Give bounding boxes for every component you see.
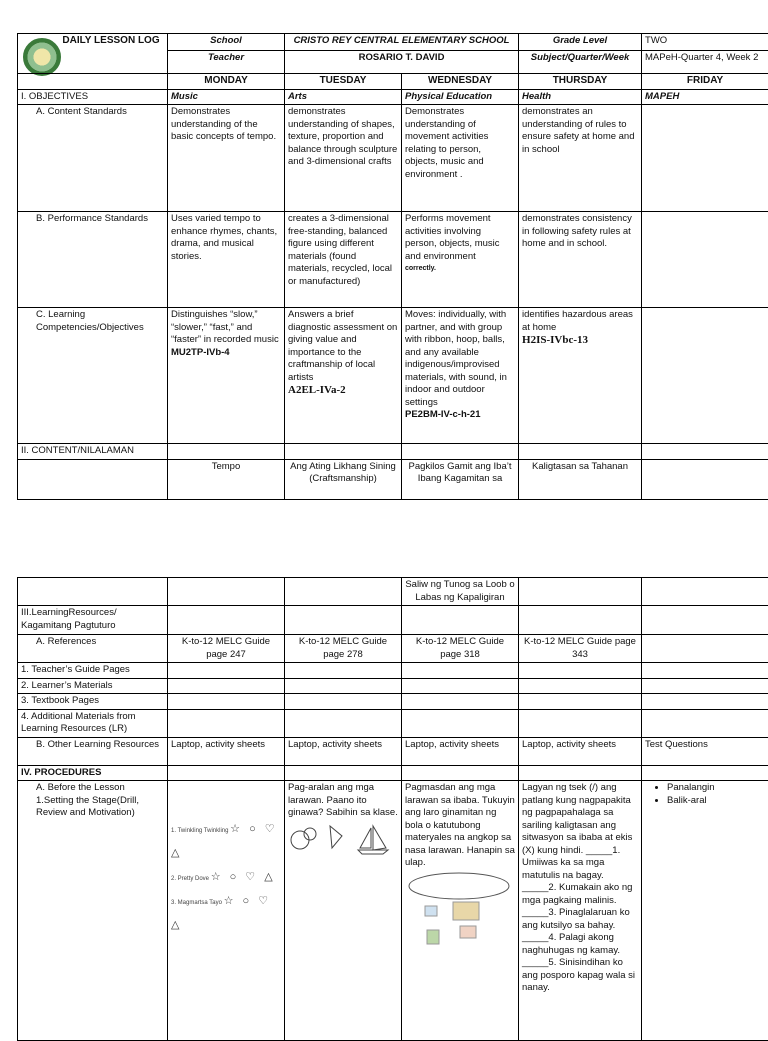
- day-friday: FRIDAY: [642, 74, 768, 90]
- sqw-label: Subject/Quarter/Week: [519, 51, 642, 74]
- blank-cell: [642, 663, 768, 679]
- sqw-value: MAPeH-Quarter 4, Week 2: [642, 51, 768, 74]
- monday-item-1-label: 1. Twinkling Twinkling: [171, 828, 228, 834]
- additional-materials-label: 4. Additional Materials from Learning Resources (LR): [18, 709, 168, 737]
- blank-cell: [642, 578, 768, 606]
- wednesday-motivation-text: Pagmasdan ang mga larawan sa ibaba. Tukuyin ang laro ginamitan ng bola o katutubong materyales na angkop sa nasa larawan. Hanapin sa ulap.: [405, 782, 515, 870]
- lesson-log-table-bottom: [17, 577, 768, 1041]
- lm-label: 2. Learner’s Materials: [18, 678, 168, 694]
- content-wednesday: Demonstrates understanding of movement activities relating to person, objects, music and environment .: [402, 105, 519, 212]
- crafts-picture-icon: [288, 820, 398, 856]
- blank-cell: [285, 578, 402, 606]
- procedures-label: IV. PROCEDURES: [18, 765, 168, 781]
- performance-monday: Uses varied tempo to enhance rhymes, chants, drama, and musical stories.: [168, 212, 285, 308]
- blank-cell: [642, 709, 768, 737]
- blank-cell: [285, 663, 402, 679]
- log-title: DAILY LESSON LOG: [18, 34, 168, 74]
- blank-cell: [285, 765, 402, 781]
- subject-wednesday: Physical Education: [402, 89, 519, 105]
- blank-cell: [642, 444, 768, 460]
- blank-cell: [168, 578, 285, 606]
- before-lesson-label: A. Before the Lesson 1.Setting the Stage(Drill, Review and Motivation): [18, 781, 168, 1041]
- topic-thursday: Kaligtasan sa Tahanan: [519, 459, 642, 499]
- content-friday: [642, 105, 768, 212]
- blank-cell: [402, 663, 519, 679]
- topic-tuesday: Ang Ating Likhang Sining (Craftsmanship): [285, 459, 402, 499]
- monday-item-3-label: 3. Magmartsa Tayo: [171, 900, 222, 906]
- blank-cell: [18, 459, 168, 499]
- blank-cell: [642, 606, 768, 635]
- content-standards-label: A. Content Standards: [18, 105, 168, 212]
- performance-standards-label: B. Performance Standards: [18, 212, 168, 308]
- ref-friday: [642, 635, 768, 663]
- before-monday: [168, 781, 285, 1041]
- blank-cell: [519, 678, 642, 694]
- other-wednesday: Laptop, activity sheets: [402, 737, 519, 765]
- blank-cell: [168, 606, 285, 635]
- topic-wednesday: Pagkilos Gamit ang Iba’t Ibang Kagamitan sa: [402, 459, 519, 499]
- blank-cell: [642, 678, 768, 694]
- blank-cell: [285, 444, 402, 460]
- competency-monday: [168, 308, 285, 444]
- textbook-label: 3. Textbook Pages: [18, 694, 168, 710]
- content-thursday: demonstrates an understanding of rules to ensure safety at home and in school: [519, 105, 642, 212]
- ref-thursday: K-to-12 MELC Guide page 343: [519, 635, 642, 663]
- day-monday: MONDAY: [168, 74, 285, 90]
- blank-cell: [285, 709, 402, 737]
- performance-thursday: demonstrates consistency in following safety rules at home and in school.: [519, 212, 642, 308]
- grade-label: Grade Level: [519, 34, 642, 51]
- other-thursday: Laptop, activity sheets: [519, 737, 642, 765]
- references-label: A. References: [18, 635, 168, 663]
- blank-cell: [642, 765, 768, 781]
- monday-item-3: [171, 890, 281, 938]
- performance-friday: [642, 212, 768, 308]
- friday-list: [645, 782, 765, 807]
- teacher-value: ROSARIO T. DAVID: [285, 51, 519, 74]
- blank-cell: [168, 709, 285, 737]
- blank-cell: [285, 606, 402, 635]
- day-wednesday: WEDNESDAY: [402, 74, 519, 90]
- blank-cell: [168, 765, 285, 781]
- shapes-icon-row: ☆ ○ ♡ △: [171, 823, 278, 859]
- objectives-label: I. OBJECTIVES: [18, 89, 168, 105]
- subject-friday: MAPEH: [642, 89, 768, 105]
- competency-thursday: [519, 308, 642, 444]
- competencies-label: C. Learning Competencies/Objectives: [18, 308, 168, 444]
- blank-cell: [168, 444, 285, 460]
- friday-item-review: • Balik-aral: [667, 795, 765, 808]
- blank-cell: [168, 663, 285, 679]
- blank-cell: [402, 709, 519, 737]
- competency-tuesday-text: Answers a brief diagnostic assessment on giving value and importance to the craftmanship of local artists: [288, 309, 398, 384]
- blank-cell: [519, 709, 642, 737]
- ref-monday: K-to-12 MELC Guide page 247: [168, 635, 285, 663]
- code-thursday: H2IS-IVbc-13: [522, 334, 638, 347]
- blank-cell: [402, 694, 519, 710]
- performance-wednesday-text: Performs movement activities involving person, objects, music and environment: [405, 213, 515, 263]
- content-monday: Demonstrates understanding of the basic concepts of tempo.: [168, 105, 285, 212]
- blank-cell: [18, 578, 168, 606]
- school-value: CRISTO REY CENTRAL ELEMENTARY SCHOOL: [285, 34, 519, 51]
- teacher-label: Teacher: [168, 51, 285, 74]
- lesson-log-table-top: [17, 33, 768, 500]
- tg-pages-label: 1. Teacher’s Guide Pages: [18, 663, 168, 679]
- shapes-icon-row: ☆ ○ ♡ △: [171, 895, 271, 931]
- blank-cell: [402, 678, 519, 694]
- content-section-label: II. CONTENT/NILALAMAN: [18, 444, 168, 460]
- blank-cell: [519, 606, 642, 635]
- ref-tuesday: K-to-12 MELC Guide page 278: [285, 635, 402, 663]
- content-tuesday: demonstrates understanding of shapes, texture, proportion and balance through sculpture and 3-dimensional crafts: [285, 105, 402, 212]
- other-monday: Laptop, activity sheets: [168, 737, 285, 765]
- monday-item-2: [171, 866, 281, 890]
- day-thursday: THURSDAY: [519, 74, 642, 90]
- monday-item-2-label: 2. Pretty Dove: [171, 876, 209, 882]
- before-wednesday: [402, 781, 519, 1041]
- subject-thursday: Health: [519, 89, 642, 105]
- code-monday: MU2TP-IVb-4: [171, 347, 281, 360]
- monday-item-1: [171, 818, 281, 866]
- grade-value: TWO: [642, 34, 768, 51]
- friday-item-prayer: • Panalangin: [667, 782, 765, 795]
- blank-cell: [285, 678, 402, 694]
- corner-cell: [18, 74, 168, 90]
- competency-wednesday: [402, 308, 519, 444]
- code-wednesday: PE2BM-IV-c-h-21: [405, 409, 515, 422]
- competency-tuesday: [285, 308, 402, 444]
- competency-monday-text: Distinguishes “slow,” “slower,” “fast,” and “faster” in recorded music: [171, 309, 281, 347]
- blank-cell: [402, 444, 519, 460]
- blank-cell: [519, 765, 642, 781]
- monday-instruction-image: [171, 782, 281, 818]
- performance-tuesday: creates a 3-dimensional free-standing, balanced figure using different materials (found materials, recycled, local or manufactured): [285, 212, 402, 308]
- before-friday: [642, 781, 768, 1041]
- tuesday-motivation-text: Pag-aralan ang mga larawan. Paano ito ginawa? Sabihin sa klase.: [288, 782, 398, 820]
- competency-friday: [642, 308, 768, 444]
- topic-cont-wednesday: Saliw ng Tunog sa Loob o Labas ng Kapaligiran: [402, 578, 519, 606]
- performance-wednesday: [402, 212, 519, 308]
- code-tuesday: A2EL-IVa-2: [288, 384, 398, 397]
- blank-cell: [402, 606, 519, 635]
- blank-cell: [519, 694, 642, 710]
- other-tuesday: Laptop, activity sheets: [285, 737, 402, 765]
- school-label: School: [168, 34, 285, 51]
- blank-cell: [519, 578, 642, 606]
- other-resources-label: B. Other Learning Resources: [18, 737, 168, 765]
- blank-cell: [642, 694, 768, 710]
- day-tuesday: TUESDAY: [285, 74, 402, 90]
- other-friday: Test Questions: [642, 737, 768, 765]
- cloud-picture-icon: [405, 870, 513, 954]
- performance-note: correctly.: [405, 263, 515, 276]
- before-tuesday: [285, 781, 402, 1041]
- blank-cell: [168, 694, 285, 710]
- competency-wednesday-text: Moves: individually, with partner, and with group with ribbon, hoop, balls, and any available indigenous/improvised materials, with sound, in indoor and outdoor settings: [405, 309, 515, 409]
- blank-cell: [519, 663, 642, 679]
- blank-cell: [519, 444, 642, 460]
- subject-monday: Music: [168, 89, 285, 105]
- resources-label: III.LearningResources/ Kagamitang Pagtuturo: [18, 606, 168, 635]
- competency-thursday-text: identifies hazardous areas at home: [522, 309, 638, 334]
- ref-wednesday: K-to-12 MELC Guide page 318: [402, 635, 519, 663]
- blank-cell: [285, 694, 402, 710]
- topic-monday: Tempo: [168, 459, 285, 499]
- topic-friday: [642, 459, 768, 499]
- blank-cell: [402, 765, 519, 781]
- shapes-icon-row: ☆ ○ ♡ △: [211, 871, 276, 883]
- blank-cell: [168, 678, 285, 694]
- subject-tuesday: Arts: [285, 89, 402, 105]
- before-thursday: Lagyan ng tsek (/) ang patlang kung nagpapakita ng pagpapahalaga sa sariling kaligtasan ang sitwasyon sa ibaba at ekis (X) kung hindi. _____1. Umiiwas ka sa mga matutulis na bagay. _____2. Kumakain ako ng mga pagkaing malinis. _____3. Pinaglalaruan ko ang kutsilyo sa bahay. _____4. Palagi akong naghuhugas ng kamay. _____5. Sinisindihan ko ang posporo kapag wala si nanay.: [519, 781, 642, 1041]
